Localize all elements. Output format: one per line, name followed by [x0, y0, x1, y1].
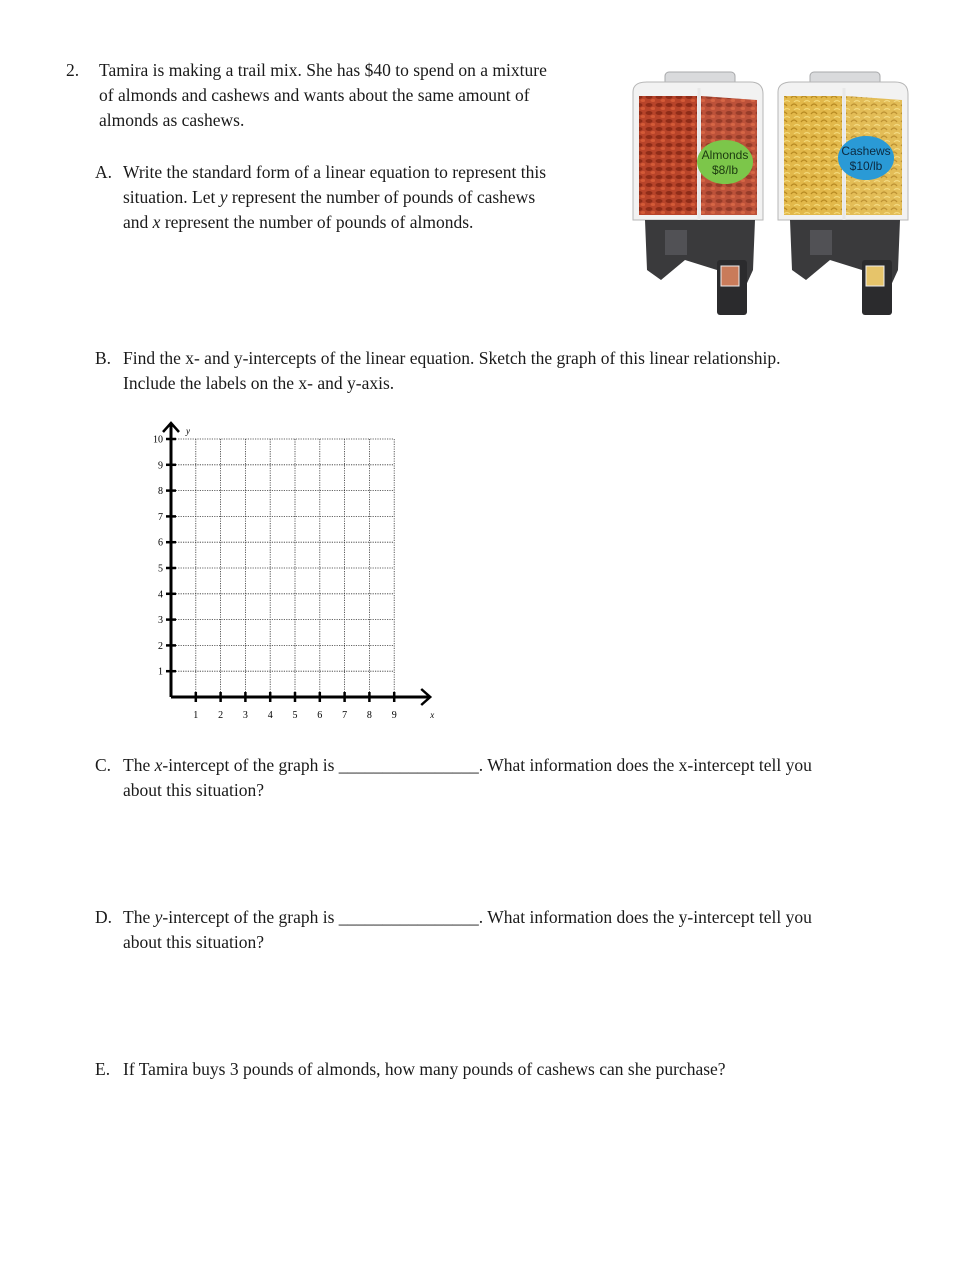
x-tick-label: 6 — [317, 710, 323, 721]
part-b-letter: B. — [95, 348, 112, 368]
x-tick-label: 9 — [391, 710, 397, 721]
y-tick-label: 5 — [158, 563, 163, 575]
x-tick-label: 7 — [342, 710, 348, 721]
part-d-text — [123, 905, 812, 955]
part-a-line-2 — [123, 185, 546, 210]
part-a-line-3 — [123, 210, 546, 235]
part-a-text — [123, 160, 546, 235]
x-tick-label: 2 — [218, 710, 224, 721]
part-d-answer-blank[interactable]: -intercept of the graph is ________________. What information does the y-intercept tell you — [162, 907, 812, 927]
part-c — [95, 753, 915, 808]
part-a-line-3-pre: and — [123, 212, 153, 232]
almonds-tag-line-1: Almonds — [701, 148, 749, 162]
x-tick-label: 8 — [366, 710, 372, 721]
part-a-var-x: x — [152, 212, 161, 232]
cashews-tag-line-1: Cashews — [841, 144, 891, 158]
part-b-text — [123, 346, 781, 396]
part-a — [95, 160, 615, 240]
axes — [163, 423, 430, 705]
part-c-text — [123, 753, 812, 803]
y-tick-label: 2 — [158, 640, 163, 652]
part-a-line-1: Write the standard form of a linear equation to represent this — [123, 162, 547, 182]
y-tick-label: 1 — [158, 666, 163, 678]
intro-line-2: of almonds and cashews and wants about the same amount of — [99, 85, 530, 105]
part-e-letter: E. — [95, 1059, 111, 1079]
part-d-line-2: about this situation? — [123, 932, 264, 952]
part-c-var-x: x — [154, 755, 163, 775]
almond-dispenser — [633, 72, 763, 315]
part-a-line-2-pre: situation. Let — [123, 187, 220, 207]
part-d-line-1 — [123, 905, 812, 930]
y-axis-label: y — [186, 426, 190, 436]
x-tick-label: 5 — [292, 710, 298, 721]
x-tick-label: 3 — [242, 710, 248, 721]
part-d-var-y: y — [154, 907, 163, 927]
y-tick-label: 6 — [158, 537, 163, 549]
part-c-pre: The — [123, 755, 155, 775]
question-intro — [99, 58, 619, 133]
part-b-line-1: Find the x- and y-intercepts of the linear equation. Sketch the graph of this linear relationship. — [123, 348, 781, 368]
cashews-price-tag — [838, 136, 894, 180]
part-e-text — [123, 1057, 726, 1082]
part-a-line-2-post: represent the number of pounds of cashews — [227, 187, 536, 207]
y-tick-label: 8 — [158, 486, 163, 498]
x-tick-label: 4 — [267, 710, 273, 721]
part-d-letter: D. — [95, 907, 113, 927]
part-b-line-2: Include the labels on the x- and y-axis. — [123, 373, 395, 393]
part-e-line-1: If Tamira buys 3 pounds of almonds, how many pounds of cashews can she purchase? — [123, 1059, 726, 1079]
intro-line-3: almonds as cashews. — [99, 110, 245, 130]
y-tick-label: 3 — [158, 615, 163, 627]
y-tick-label: 10 — [153, 434, 163, 446]
question-number: 2. — [66, 60, 80, 80]
part-b — [95, 346, 915, 401]
y-tick-label: 9 — [158, 460, 163, 472]
nut-dispensers-illustration — [625, 70, 910, 332]
x-tick-label: 1 — [193, 710, 199, 721]
part-a-var-y: y — [219, 187, 228, 207]
part-c-answer-blank[interactable]: -intercept of the graph is ________________. What information does the x-intercept tell you — [162, 755, 812, 775]
cashew-dispenser — [778, 72, 908, 315]
part-d-pre: The — [123, 907, 155, 927]
grid-lines — [171, 439, 394, 697]
y-axis-ticks — [153, 435, 176, 678]
part-d — [95, 905, 915, 960]
almonds-tag-line-2: $8/lb — [711, 163, 739, 177]
part-c-line-1 — [123, 753, 812, 778]
part-a-line-3-post: represent the number of pounds of almonds. — [160, 212, 474, 232]
cashews-tag-line-2: $10/lb — [849, 159, 883, 173]
part-e — [95, 1057, 915, 1087]
y-tick-label: 7 — [158, 511, 163, 523]
coordinate-grid — [140, 415, 440, 730]
y-tick-label: 4 — [158, 589, 163, 601]
part-c-letter: C. — [95, 755, 112, 775]
part-a-letter: A. — [95, 162, 113, 182]
intro-line-1: Tamira is making a trail mix. She has $40 to spend on a mixture — [99, 60, 547, 80]
almonds-price-tag — [697, 140, 753, 184]
x-axis-label: x — [430, 710, 435, 720]
part-c-line-2: about this situation? — [123, 780, 264, 800]
